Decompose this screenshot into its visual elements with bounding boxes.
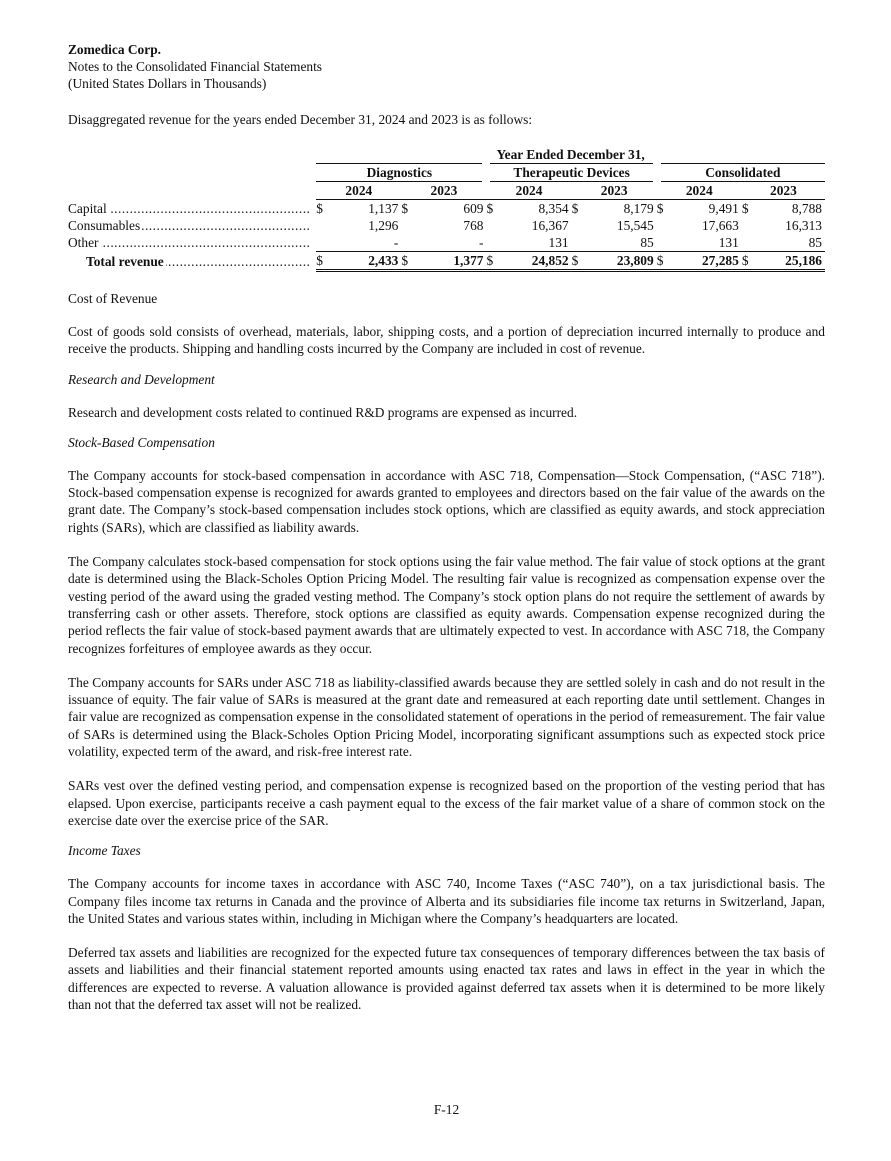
currency-symbol: $ (316, 201, 323, 216)
notes-sections (68, 290, 825, 1013)
table-cell-value: 24,852 (497, 252, 572, 271)
section-paragraph: Deferred tax assets and liabilities are recognized for the expected future tax consequences of temporary differences between the tax basis of assets and liabilities and their financial statement reported amounts using enacted tax rates and laws in effect in the year in which the differences are expected to reverse. A valuation allowance is provided against deferred tax assets when it is determined to be more likely than not that the deferred tax asset will not be realized. (68, 945, 825, 1013)
currency-symbol (316, 234, 326, 252)
table-cell-value: 131 (548, 235, 569, 250)
table-cell-value: - (393, 235, 399, 250)
table-row (68, 252, 825, 271)
table-cell-value: 8,354 (538, 201, 569, 216)
group-header-therapeutic-devices: Therapeutic Devices (486, 164, 656, 182)
currency-symbol: $ (486, 252, 496, 271)
row-label: Other (68, 235, 99, 251)
group-header-consolidated: Consolidated (657, 164, 825, 182)
table-cell-value: 16,367 (531, 218, 569, 233)
section-heading: Research and Development (68, 371, 215, 387)
table-cell-value: 609 (463, 201, 484, 216)
table-cell-value: - (479, 235, 484, 250)
currency-symbol: $ (401, 252, 411, 271)
year-header: 2023 (401, 182, 486, 200)
row-label: Consumables (68, 218, 141, 233)
row-label: Capital (68, 200, 107, 216)
table-cell-value: 8,179 (623, 201, 654, 216)
row-label-cell (68, 234, 311, 252)
year-header: 2024 (657, 182, 742, 200)
notes-title: Notes to the Consolidated Financial Statements (68, 59, 323, 74)
section-paragraph: The Company accounts for stock-based compensation in accordance with ASC 718, Compensation—Stock Compensation, (“ASC 718”). Stock-based compensation expense is recognized for awards granted to employees and directors based on the fair value of the awards on the grant date. The Company’s stock-based compensation includes stock options, which are classified as equity awards, and stock appreciation rights (SARs), which are classified as liability awards. (68, 467, 825, 535)
table-cell-value: 1,296 (368, 218, 399, 233)
currency-symbol (572, 234, 582, 252)
section-paragraph: The Company accounts for income taxes in accordance with ASC 740, Income Taxes (“ASC 740”), on a tax jurisdictional basis. The Company files income tax returns in Canada and the province of Alberta and its subsidiaries file income tax returns in Switzerland, Japan, the United States and various states within, including in Michigan where the Company’s headquarters are located. (68, 876, 825, 926)
year-ended-header: Year Ended December 31, (496, 147, 645, 162)
section-heading: Stock-Based Compensation (68, 434, 215, 450)
table-cell-value: 131 (718, 235, 739, 250)
currency-symbol (486, 234, 496, 252)
currency-symbol (572, 217, 582, 234)
currency-symbol (486, 217, 496, 234)
currency-symbol (401, 234, 411, 252)
table-group-header-row (68, 164, 825, 182)
currency-symbol: $ (741, 201, 749, 216)
currency-symbol: $ (656, 201, 664, 216)
section-heading: Income Taxes (68, 843, 141, 859)
currency-symbol (657, 217, 667, 234)
table-row (68, 234, 825, 252)
currency-symbol (316, 217, 326, 234)
currency-symbol (657, 234, 667, 252)
table-cell-value: 23,809 (582, 252, 657, 271)
table-cell-value: 85 (640, 235, 654, 250)
section-heading: Cost of Revenue (68, 291, 158, 306)
table-body (68, 200, 825, 271)
table-cell-value: 768 (463, 218, 484, 233)
company-name: Zomedica Corp. (68, 42, 161, 57)
currency-symbol: $ (316, 252, 326, 271)
row-label-cell (68, 217, 311, 234)
document-header (68, 41, 322, 92)
disaggregated-revenue-table (68, 146, 825, 272)
section-paragraph: SARs vest over the defined vesting period, and compensation expense is recognized based on the proportion of the vesting period that has elapsed. Upon exercise, participants receive a cash payment equal to the excess of the fair market value of a share of common stock on the exercise date over the exercise price of the SAR. (68, 778, 825, 828)
table-cell-value: 17,663 (701, 218, 739, 233)
group-header-diagnostics: Diagnostics (316, 164, 486, 182)
table-cell-value: 9,491 (708, 201, 739, 216)
table-cell-value: 1,137 (368, 201, 399, 216)
table-cell-value: 85 (808, 235, 822, 250)
page-number: F-12 (433, 1102, 460, 1117)
year-header: 2024 (486, 182, 571, 200)
currency-symbol: $ (657, 252, 667, 271)
year-header: 2023 (742, 182, 825, 200)
table-cell-value: 1,377 (412, 252, 487, 271)
table-cell-value: 8,788 (791, 201, 822, 216)
section-paragraph: The Company calculates stock-based compensation for stock options using the fair value method. The fair value of stock options at the grant date is determined using the Black-Scholes Option Pricing Model. The resulting fair value is recognized as compensation expense over the vesting period of the award using the graded vesting method. The Company’s stock option plans do not require the settlement of awards by transferring cash or other assets. Therefore, stock options are classified as equity awards. Compensation expense recognized during the period reflects the fair value of stock-based payment awards that are ultimately expected to vest. In accordance with ASC 718, the Company recognizes forfeitures of employee awards as they occur. (68, 554, 825, 656)
currency-symbol: $ (401, 201, 409, 216)
section-paragraph: Research and development costs related to continued R&D programs are expensed as incurred. (68, 404, 578, 420)
currency-symbol (742, 217, 752, 234)
currency-symbol: $ (571, 201, 579, 216)
year-header: 2024 (316, 182, 401, 200)
units-note: (United States Dollars in Thousands) (68, 76, 267, 91)
table-cell-value: 16,313 (785, 218, 822, 233)
currency-symbol (401, 217, 411, 234)
table-year-header-row (68, 182, 825, 200)
row-label-cell (68, 252, 311, 271)
table-cell-value: 15,545 (616, 218, 654, 233)
currency-symbol: $ (572, 252, 582, 271)
year-header: 2023 (572, 182, 657, 200)
table-cell-value: 2,433 (326, 252, 401, 271)
table-super-header-row (68, 146, 825, 164)
currency-symbol: $ (742, 252, 752, 271)
section-paragraph: Cost of goods sold consists of overhead, materials, labor, shipping costs, and a portion of depreciation incurred internally to produce and receive the products. Shipping and handling costs incurred by the Company are included in cost of revenue. (68, 324, 825, 357)
table-row (68, 217, 825, 234)
row-label-cell (68, 200, 311, 218)
section-paragraph: The Company accounts for SARs under ASC 718 as liability-classified awards because they are settled solely in cash and do not result in the issuance of equity. The fair value of SARs is measured at the grant date and remeasured at each reporting date until settlement. Changes in fair value are recognized as compensation expense in the consolidated statement of operations in the period of remeasurement. The fair value of SARs is determined using the Black-Scholes Option Pricing Model, incorporating significant assumptions such as expected stock price volatility, expected term of the award, and risk-free interest rate. (68, 674, 825, 760)
table-row (68, 200, 825, 218)
currency-symbol (742, 234, 752, 252)
table-intro: Disaggregated revenue for the years ended December 31, 2024 and 2023 is as follows: (68, 112, 533, 127)
currency-symbol: $ (486, 201, 494, 216)
row-label: Total revenue (68, 254, 166, 269)
table-cell-value: 27,285 (667, 252, 742, 271)
table-cell-value: 25,186 (752, 252, 825, 271)
